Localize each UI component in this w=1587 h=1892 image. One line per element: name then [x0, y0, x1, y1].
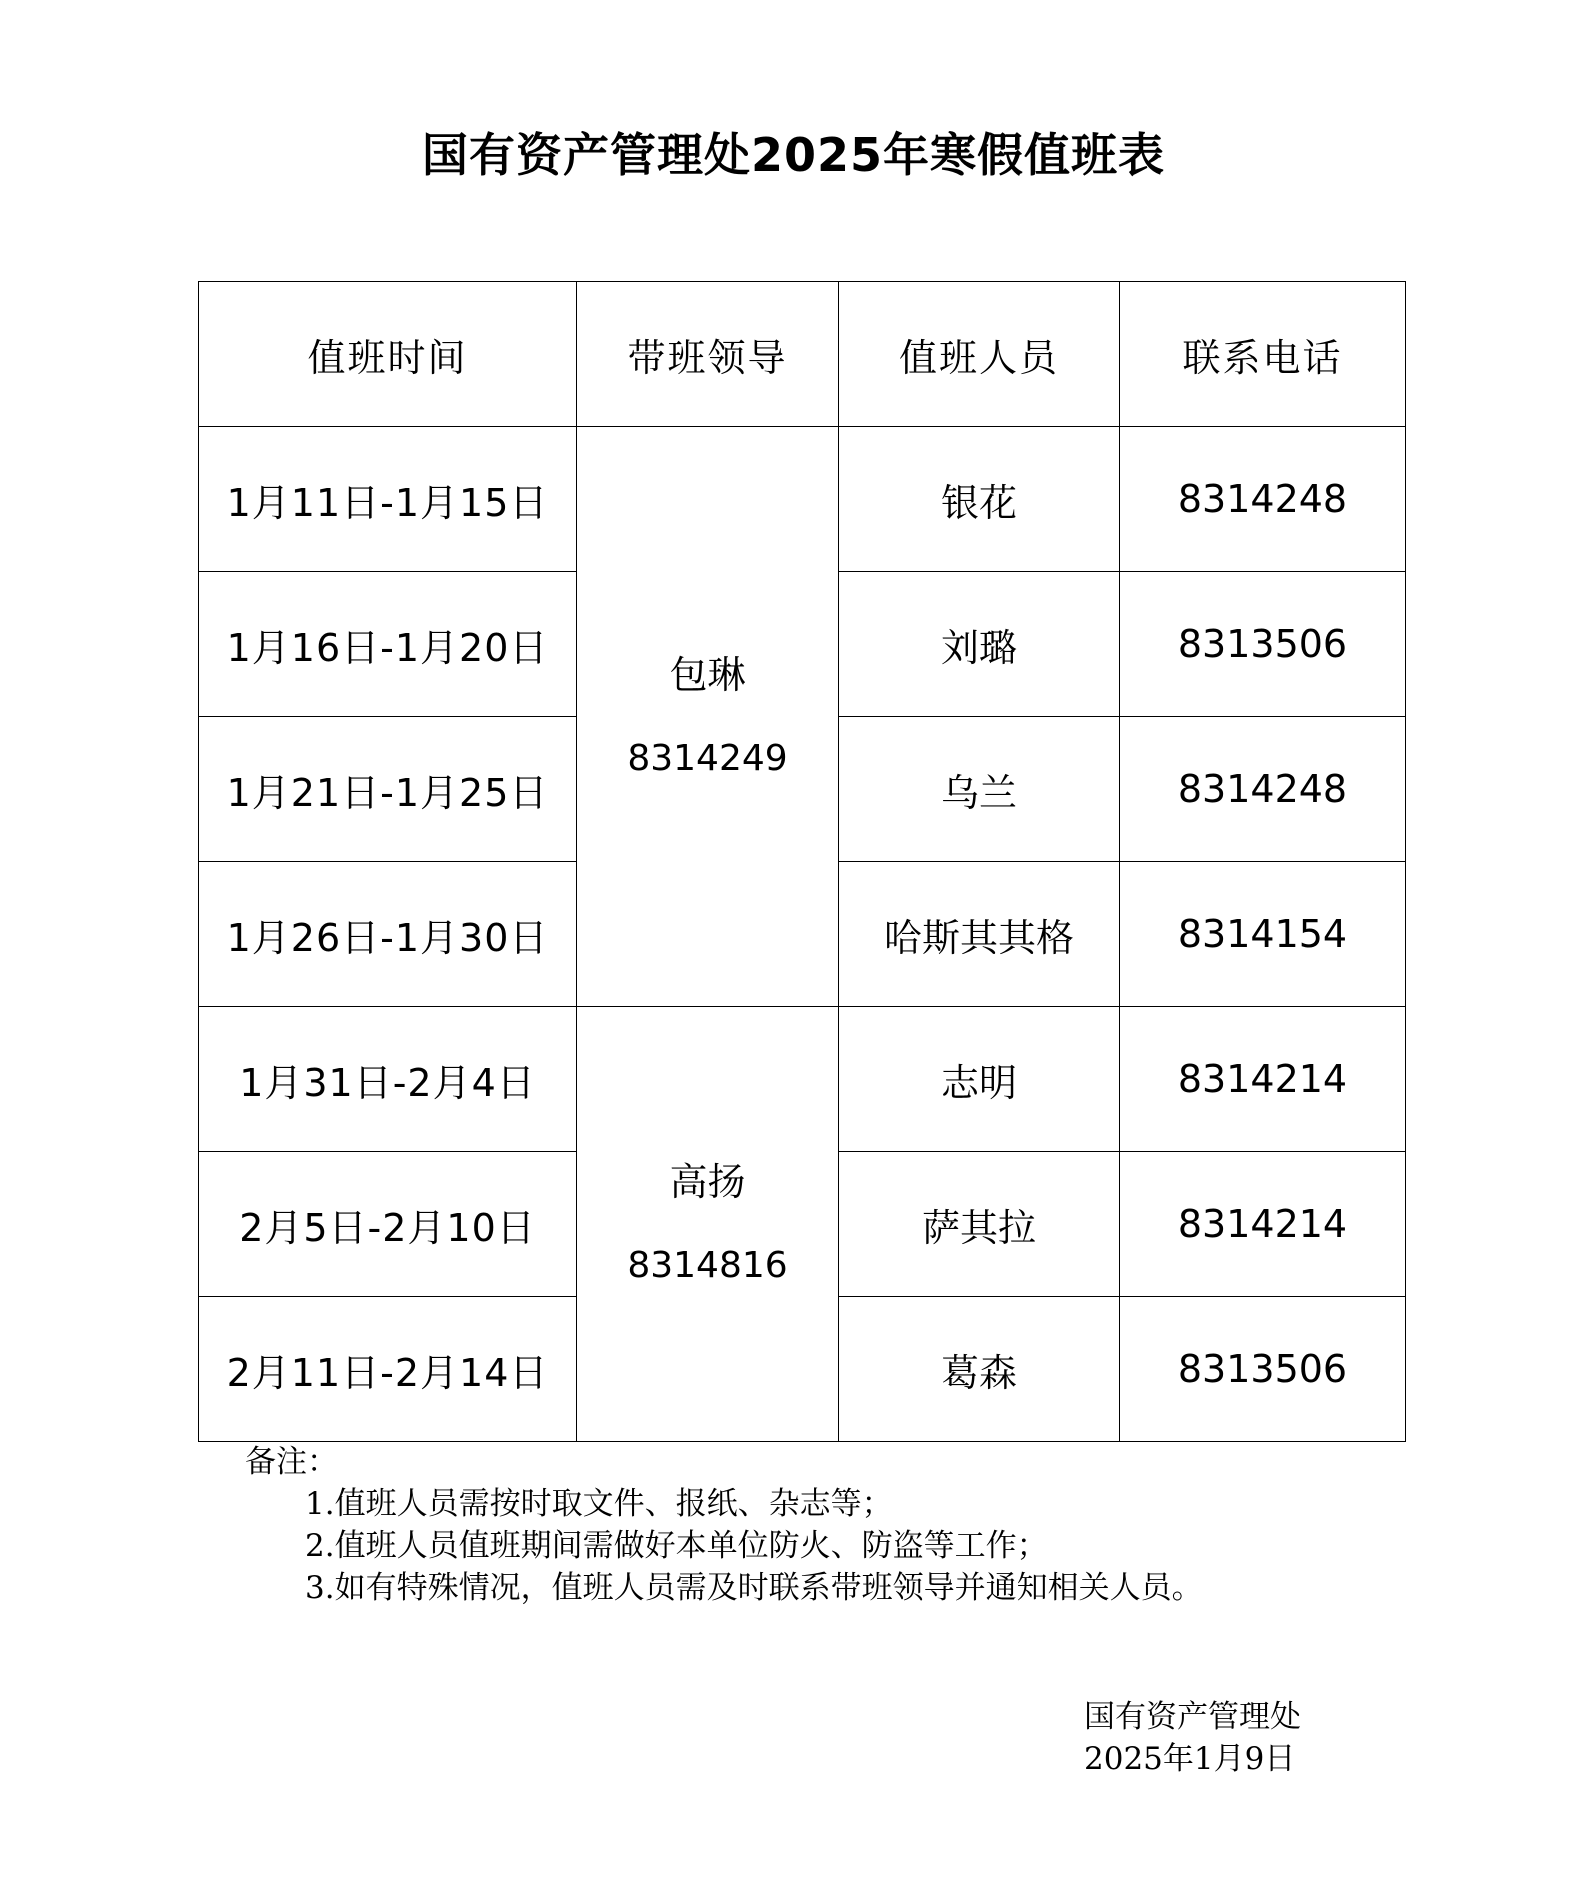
- page-title: 国有资产管理处2025年寒假值班表: [421, 128, 1166, 182]
- shift-leader-cell: [577, 427, 839, 1007]
- header-contact-phone: 联系电话: [1120, 282, 1406, 427]
- duty-time-cell: 1月26日-1月30日: [199, 862, 577, 1007]
- contact-phone-cell: 8314214: [1120, 1152, 1406, 1297]
- duty-staff-cell: 萨其拉: [839, 1152, 1120, 1297]
- duty-time-cell: 1月21日-1月25日: [199, 717, 577, 862]
- contact-phone-cell: 8314248: [1120, 717, 1406, 862]
- duty-time-cell: 2月11日-2月14日: [199, 1297, 577, 1442]
- duty-time-cell: 2月5日-2月10日: [199, 1152, 577, 1297]
- signature-block: [1084, 1696, 1301, 1780]
- duty-staff-cell: 刘璐: [839, 572, 1120, 717]
- signature-date: 2025年1月9日: [1084, 1741, 1296, 1777]
- duty-staff-cell: 银花: [839, 427, 1120, 572]
- duty-schedule-table: [198, 281, 1406, 1442]
- notes-label: 备注：: [245, 1444, 338, 1480]
- contact-phone-cell: 8313506: [1120, 572, 1406, 717]
- duty-time-cell: 1月31日-2月4日: [199, 1007, 577, 1152]
- notes-section: [245, 1441, 1203, 1609]
- header-duty-time: 值班时间: [199, 282, 577, 427]
- contact-phone-cell: 8314154: [1120, 862, 1406, 1007]
- note-item: 3.如有特殊情况，值班人员需及时联系带班领导并通知相关人员。: [305, 1570, 1203, 1606]
- duty-staff-cell: 乌兰: [839, 717, 1120, 862]
- contact-phone-cell: 8314248: [1120, 427, 1406, 572]
- note-item: 2.值班人员值班期间需做好本单位防火、防盗等工作；: [305, 1528, 1048, 1564]
- duty-staff-cell: 志明: [839, 1007, 1120, 1152]
- duty-staff-cell: 葛森: [839, 1297, 1120, 1442]
- signature-org: 国有资产管理处: [1084, 1699, 1301, 1735]
- header-shift-leader: 带班领导: [577, 282, 839, 427]
- duty-time-cell: 1月11日-1月15日: [199, 427, 577, 572]
- leader-name: 包琳: [669, 652, 746, 697]
- leader-phone: 8314816: [627, 1245, 788, 1286]
- contact-phone-cell: 8313506: [1120, 1297, 1406, 1442]
- leader-phone: 8314249: [627, 737, 788, 779]
- duty-staff-cell: 哈斯其其格: [839, 862, 1120, 1007]
- note-item: 1.值班人员需按时取文件、报纸、杂志等；: [305, 1486, 893, 1522]
- contact-phone-cell: 8314214: [1120, 1007, 1406, 1152]
- duty-time-cell: 1月16日-1月20日: [199, 572, 577, 717]
- table-row: [199, 1007, 1406, 1152]
- header-duty-staff: 值班人员: [839, 282, 1120, 427]
- leader-name: 高扬: [669, 1160, 746, 1204]
- table-header-row: [199, 282, 1406, 427]
- shift-leader-cell: [577, 1007, 839, 1442]
- table-row: [199, 427, 1406, 572]
